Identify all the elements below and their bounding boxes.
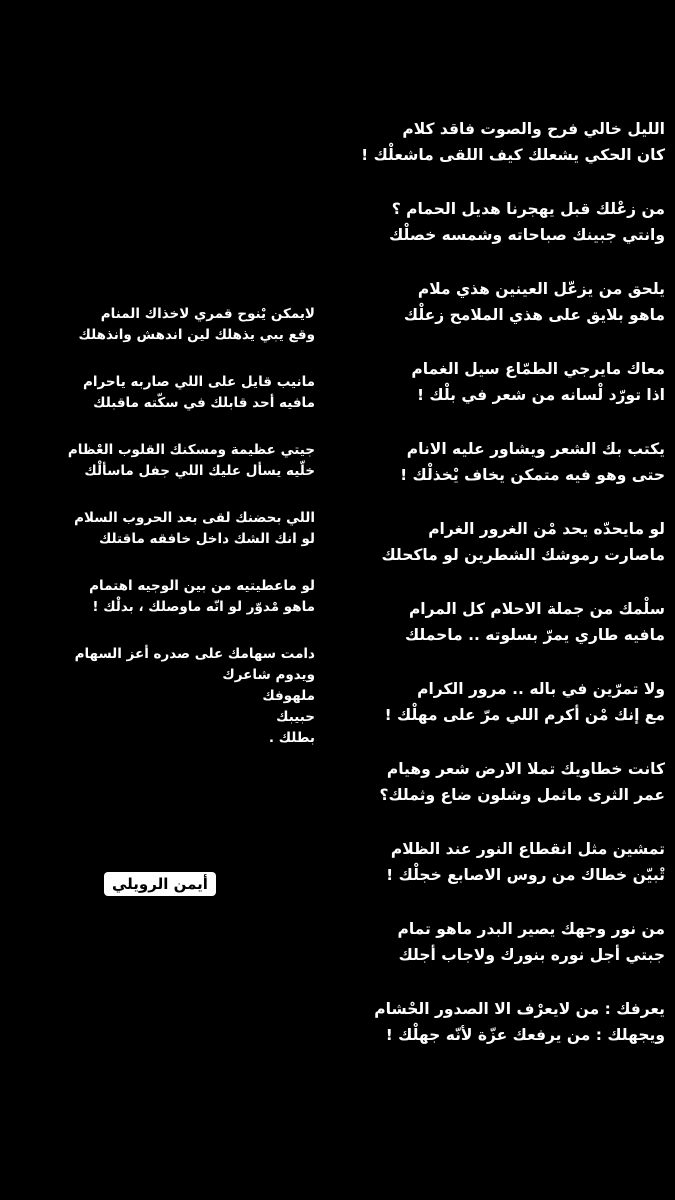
poem-line: حتى وهو فيه متمكن يخاف يْخذلْك ! bbox=[400, 466, 665, 484]
poem-line: ولا تمرّين في باله .. مرور الكرام bbox=[417, 680, 665, 698]
stanza bbox=[325, 436, 665, 488]
poem-line: تْبيّن خطاك من روس الاصابع خجلْك ! bbox=[386, 866, 665, 884]
stanza bbox=[325, 836, 665, 888]
poem-line: لو انك الشك داخل خافقه ماقتلك bbox=[98, 531, 315, 547]
poem-line: ماهو بلايق على هذي الملامح زعلْك bbox=[403, 306, 665, 324]
poem-line: لايمكن يْنوح قمري لاخذاك المنام bbox=[100, 306, 315, 322]
poem-line: دامت سهامك على صدره أعز السهام bbox=[74, 646, 315, 662]
poem-line: ويجهلك : من يرفعك عزّة لأنّه جهلْك ! bbox=[385, 1026, 665, 1044]
poem-line: يعرفك : من لايعرْف الا الصدور الحْشام bbox=[374, 1000, 665, 1018]
stanza bbox=[15, 576, 315, 618]
stanza bbox=[325, 356, 665, 408]
poem-line: وانتي جبينك صباحاته وشمسه خصلْك bbox=[389, 226, 665, 244]
poem-line: لو مايحدّه يحد مْن الغرور الغرام bbox=[428, 520, 665, 538]
stanza bbox=[325, 516, 665, 568]
poem-line: يكتب بك الشعر ويشاور عليه الانام bbox=[406, 440, 665, 458]
signature-label: أيمن الرويلي bbox=[104, 872, 216, 896]
poem-right-column bbox=[325, 116, 665, 1076]
poem-line: ماصارت رموشك الشطرين لو ماكحلك bbox=[381, 546, 665, 564]
poem-line: حبيبك bbox=[276, 709, 315, 725]
stanza bbox=[15, 372, 315, 414]
stanza bbox=[325, 196, 665, 248]
poem-line: لو ماعطيتيه من بين الوجيه اهتمام bbox=[89, 578, 315, 594]
poem-line: يلحق من يزعّل العينين هذي ملام bbox=[417, 280, 665, 298]
poem-line: ويدوم شاعرك bbox=[222, 667, 315, 683]
stanza bbox=[325, 276, 665, 328]
poem-line: الليل خالي فرح والصوت فاقد كلام bbox=[402, 120, 665, 138]
poem-line: اذا تورّد لْسانه من شعر في بلْك ! bbox=[416, 386, 665, 404]
stanza bbox=[15, 644, 315, 749]
stanza bbox=[325, 996, 665, 1048]
poem-line: بطلك . bbox=[268, 730, 315, 746]
stanza bbox=[325, 756, 665, 808]
poem-line: معاك مايرجي الطمّاع سيل الغمام bbox=[411, 360, 665, 378]
poem-line: تمشين مثل انقطاع النور عند الظلام bbox=[390, 840, 665, 858]
stanza bbox=[325, 116, 665, 168]
stanza bbox=[15, 508, 315, 550]
poem-line: ماهو مْدوّر لو انّه ماوصلك ، بدلْك ! bbox=[92, 599, 315, 615]
poem-line: مافيه أحد قابلك في سكّته ماقبلك bbox=[93, 395, 315, 411]
poem-line: جيتي عظيمة ومسكنك القلوب العْظام bbox=[67, 442, 315, 458]
poem-line: مافيه طاري يمرّ بسلوته .. ماحملك bbox=[404, 626, 665, 644]
stanza bbox=[325, 596, 665, 648]
poem-line: جبتي أجل نوره بنورك ولاجاب أجلك bbox=[398, 946, 665, 964]
stanza bbox=[15, 304, 315, 346]
poem-line: كانت خطاويك تملا الارض شعر وهيام bbox=[386, 760, 665, 778]
stanza bbox=[325, 676, 665, 728]
poem-line: سلْمك من جملة الاحلام كل المرام bbox=[408, 600, 665, 618]
poem-line: ملهوفك bbox=[262, 688, 315, 704]
poem-line: اللي بحضنك لقى بعد الحروب السلام bbox=[74, 510, 315, 526]
poem-line: عمر الثرى ماثمل وشلون ضاع وثملك؟ bbox=[379, 786, 665, 804]
poem-line: خلّيه يسأل عليك اللي جفل ماسألْك bbox=[84, 463, 315, 479]
poem-line: من نور وجهك يصير البدر ماهو تمام bbox=[397, 920, 665, 938]
poem-left-column bbox=[15, 304, 315, 775]
stanza bbox=[15, 440, 315, 482]
poem-line: مانيب قايل على اللي صاربه ياحرام bbox=[82, 374, 315, 390]
poem-line: كان الحكي يشعلك كيف اللقى ماشعلْك ! bbox=[361, 146, 665, 164]
stanza bbox=[325, 916, 665, 968]
poem-line: وقع يبي يذهلك لين اندهش وانذهلك bbox=[78, 327, 315, 343]
poem-line: مع إنك مْن أكرم اللي مرّ على مهلْك ! bbox=[384, 706, 665, 724]
poem-line: من زعْلك قبل يهجرنا هديل الحمام ؟ bbox=[391, 200, 665, 218]
